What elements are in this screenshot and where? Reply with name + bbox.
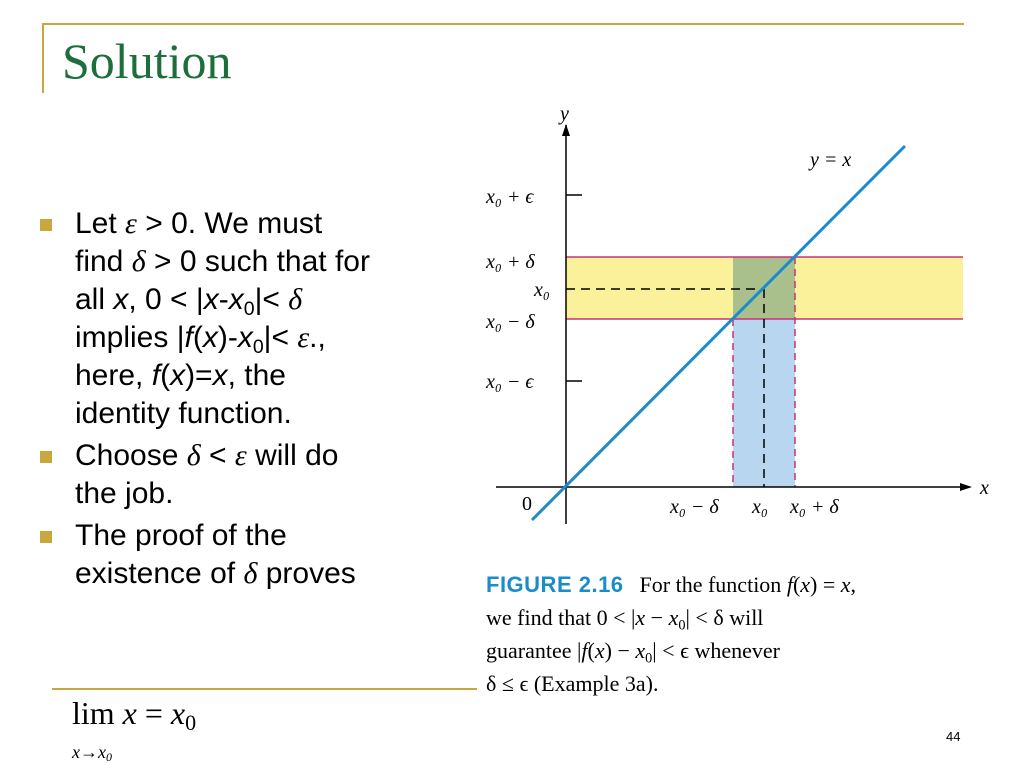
bullet-item-2: Choose δ < ε will do the job. xyxy=(40,437,460,513)
identity-line xyxy=(532,146,905,520)
bullet-square-icon xyxy=(40,219,52,231)
bullet-item-1: Let ε > 0. We must find δ > 0 such that for all x, $0 < |x-x_0|< \delta$ implies $|f(x)-x_0|< \varepsilon$., here, f(x)=x, the identity function. xyxy=(40,205,460,433)
x-tick-label-x0: x₀ xyxy=(752,496,768,518)
bottom-rule xyxy=(52,688,477,690)
x-axis-label: x xyxy=(980,477,989,499)
y-tick-label-x0-plus-delta: x₀ + δ xyxy=(486,251,535,273)
figure-caption: FIGURE 2.16 For the function f(x) = x, we find that $0 < |x - x_0| < \delta$ will guarantee $|f(x) - x_0| < \epsilon$ whenever δ ≤ ϵ (Example 3a). xyxy=(486,572,857,696)
x-tick-label-x0-plus-delta: x₀ + δ xyxy=(790,496,839,518)
x-tick-label-x0-minus-delta: x₀ − δ xyxy=(670,496,719,518)
bullet-item-3: The proof of the existence of δ proves xyxy=(40,517,460,593)
identity-function-figure xyxy=(470,95,1000,545)
x-axis-arrow-icon xyxy=(960,483,972,491)
frame-left-rule xyxy=(42,23,44,93)
frame-top-rule xyxy=(42,23,964,25)
bullet-list xyxy=(40,205,460,597)
y-axis-label: y xyxy=(560,103,569,125)
origin-label: 0 xyxy=(522,493,532,515)
limit-expression: lim x = x0 x→x0 xyxy=(72,695,197,764)
page-number: 44 xyxy=(946,729,961,744)
bullet-square-icon xyxy=(40,531,52,543)
figure-label: FIGURE 2.16 xyxy=(486,572,624,597)
y-tick-label-x0: x₀ xyxy=(534,279,550,301)
y-axis-arrow-icon xyxy=(562,124,570,136)
bullet-square-icon xyxy=(40,451,52,463)
y-tick-label-x0-plus-eps: x₀ + ϵ xyxy=(486,186,534,208)
identity-line-label: y = x xyxy=(810,149,852,171)
y-tick-label-x0-minus-eps: x₀ − ϵ xyxy=(486,371,534,393)
y-tick-label-x0-minus-delta: x₀ − δ xyxy=(486,311,535,333)
slide-title: Solution xyxy=(62,33,232,89)
